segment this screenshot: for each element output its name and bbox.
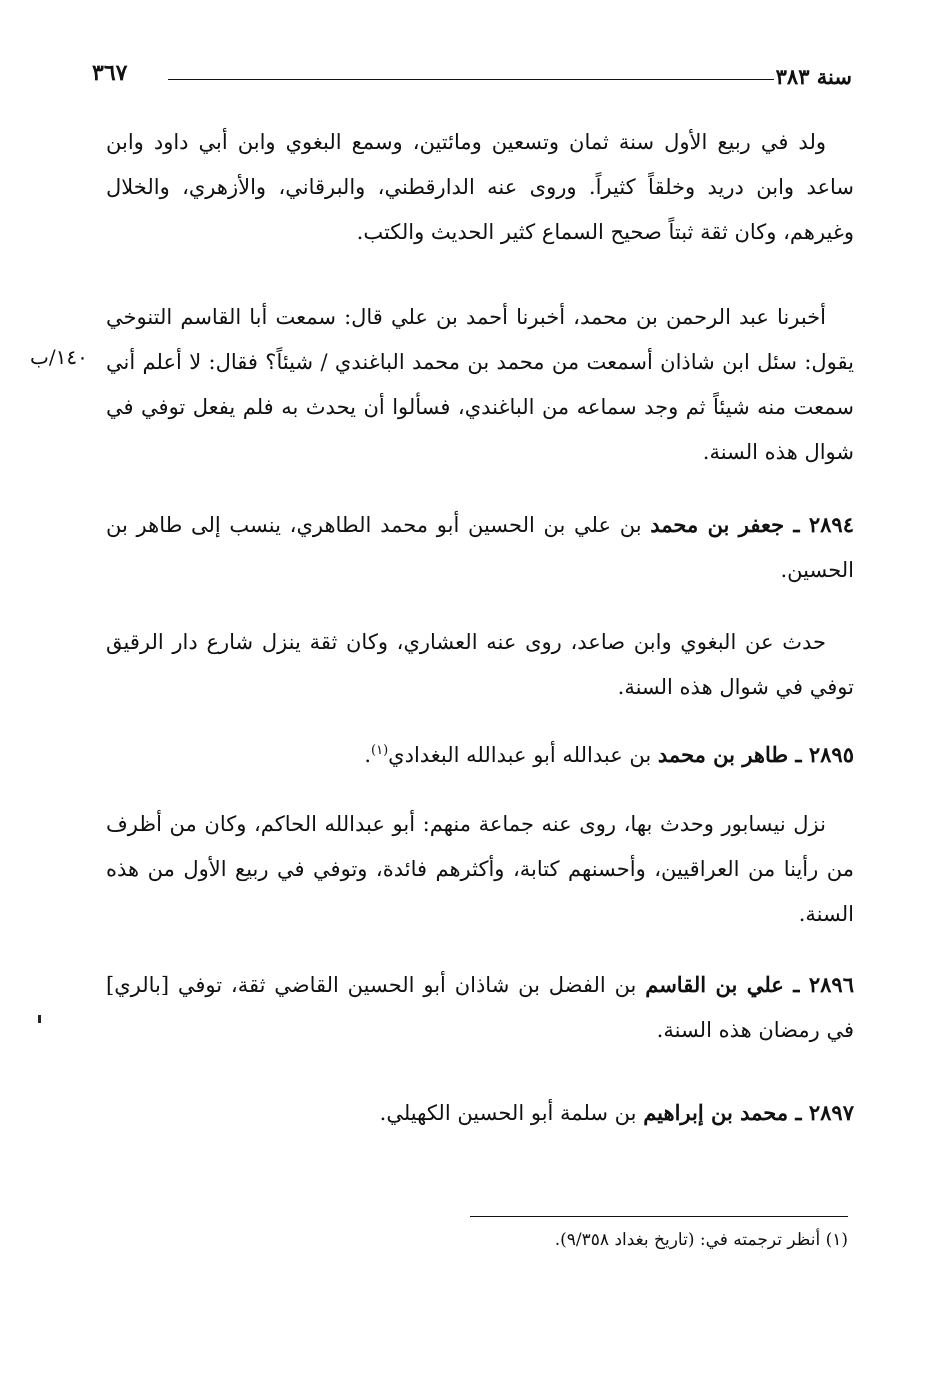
margin-folio-note: ١٤٠/ب: [30, 345, 88, 369]
running-header-year: سنة ٣٨٣: [775, 64, 852, 89]
paragraph-2894-details: حدث عن البغوي وابن صاعد، روى عنه العشاري، وكان ثقة ينزل شارع دار الرقيق توفي في شوال هذه السنة.: [106, 630, 854, 699]
footnote-rule: [470, 1216, 848, 1217]
entry-2895-heading: ٢٨٩٥ ـ طاهر بن محمد: [657, 742, 854, 767]
footnote: (١) أنظر ترجمته في: (تاريخ بغداد ٩/٣٥٨).: [554, 1230, 848, 1250]
stray-ink-mark: [38, 1015, 41, 1023]
paragraph-2895-details: نزل نيسابور وحدث بها، روى عنه جماعة منهم: أبو عبدالله الحاكم، وكان من أظرف من رأينا من العراقيين، وأحسنهم كتابة، وأكثرهم فائدة، وتوفي في ربيع الأول من هذه السنة.: [106, 812, 854, 926]
entry-2894-heading: ٢٨٩٤ ـ جعفر بن محمد: [650, 512, 854, 537]
entry-2897-heading: ٢٨٩٧ ـ محمد بن إبراهيم: [643, 1100, 854, 1125]
entry-2897-text: بن سلمة أبو الحسين الكهيلي.: [379, 1101, 644, 1125]
entry-2894: [106, 502, 854, 593]
footnote-reference: (١): [371, 743, 389, 758]
entry-2896: [106, 962, 854, 1053]
entry-2896-heading: ٢٨٩٦ ـ علي بن القاسم: [645, 972, 854, 997]
entry-2895: [106, 728, 854, 778]
entry-2897: [106, 1090, 854, 1136]
entry-2896-text: بن الفضل بن شاذان أبو الحسين القاضي ثقة، توفي [بالري] في رمضان هذه السنة.: [106, 973, 854, 1042]
entry-2895-end: .: [364, 743, 372, 767]
paragraph-biography-continued: ولد في ربيع الأول سنة ثمان وتسعين ومائتين، وسمع البغوي وابن أبي داود وابن ساعد وابن دريد وخلقاً كثيراً. وروى عنه الدارقطني، والبرقاني، والأزهري، والخلال وغيرهم، وكان ثقة ثبتاً صحيح السماع كثير الحديث والكتب.: [106, 130, 854, 244]
page-number: ٣٦٧: [92, 60, 128, 86]
header-rule: [168, 79, 774, 80]
entry-2894-text: بن علي بن الحسين أبو محمد الطاهري، ينسب إلى طاهر بن الحسين.: [106, 513, 854, 582]
entry-2895-text: بن عبدالله أبو عبدالله البغدادي: [388, 743, 658, 767]
paragraph-narration: أخبرنا عبد الرحمن بن محمد، أخبرنا أحمد بن علي قال: سمعت أبا القاسم التنوخي يقول: سئل ابن شاذان أسمعت من محمد بن محمد الباغندي / شيئاً؟ فقال: لا أعلم أني سمعت منه شيئاً ثم وجد سماعه من الباغندي، فسألوا أن يحدث به فلم يفعل توفي في شوال هذه السنة.: [106, 305, 854, 464]
